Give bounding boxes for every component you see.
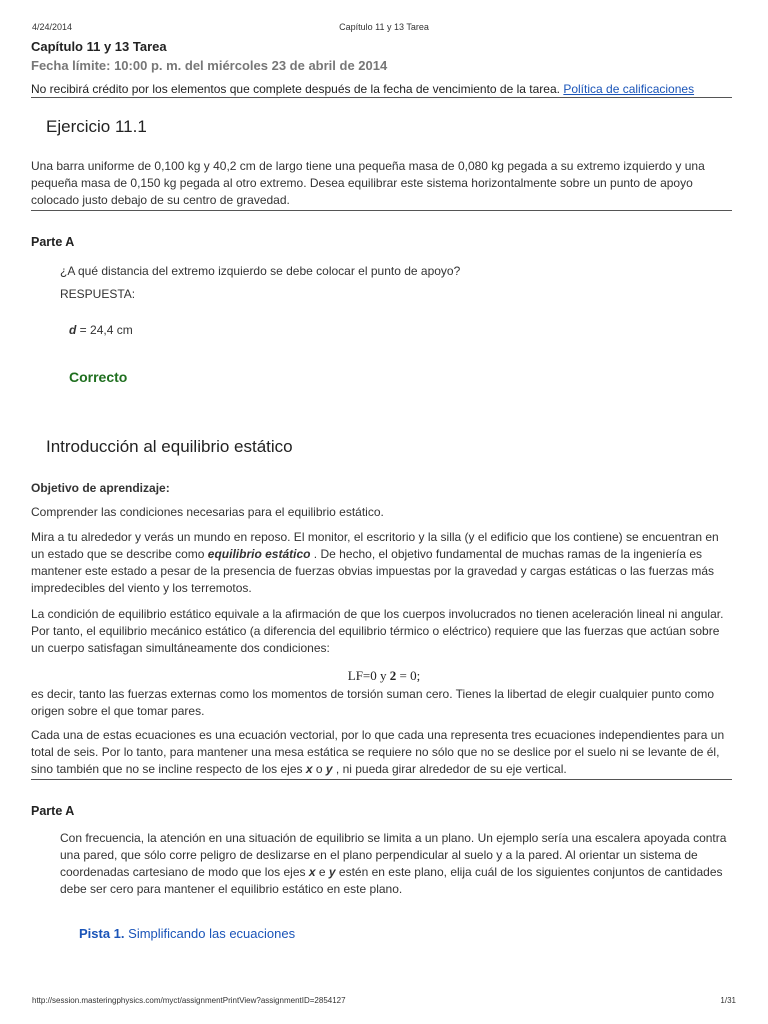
exercise-part-a-label: Parte A (31, 235, 75, 249)
notice-text: No recibirá crédito por los elementos que complete después de la fecha de vencimiento de la tarea. (31, 82, 560, 96)
exercise-heading: Ejercicio 11.1 (46, 117, 147, 136)
print-url: http://session.masteringphysics.com/myct/assignmentPrintView?assignmentID=2854127 (32, 996, 346, 1005)
hint-title[interactable]: Simplificando las ecuaciones (128, 926, 296, 941)
correct-status: Correcto (69, 369, 128, 385)
formula-torque-symbol: 2 (389, 668, 397, 683)
answer-value (69, 322, 133, 339)
part-text-end: estén en este plano, elija cuál de los siguientes conjuntos de cantidades debe ser cero para mantener el equilibrio estático en este plano. (60, 865, 723, 896)
hint-label: Pista 1. (79, 926, 125, 941)
intro-paragraph-3: es decir, tanto las fuerzas externas como los momentos de torsión suman cero. Tienes la libertad de elegir cualquier punto como origen sobre el que tomar pares. (31, 687, 715, 718)
grading-policy-link[interactable]: Política de calificaciones (563, 82, 695, 96)
assignment-title: Capítulo 11 y 13 Tarea (31, 39, 167, 54)
intro-paragraph-4 (31, 727, 732, 780)
axis-x-2: x (308, 865, 316, 879)
page-number: 1/31 (720, 996, 736, 1005)
print-header (32, 22, 736, 34)
objective-label: Objetivo de aprendizaje: (31, 481, 170, 495)
late-credit-notice (31, 82, 732, 98)
hint-1[interactable] (79, 926, 295, 941)
axis-y: y (325, 762, 333, 776)
part-text-mid: e (315, 865, 329, 879)
answer-label: RESPUESTA: (60, 287, 136, 301)
intro-part-a-label: Parte A (31, 804, 75, 818)
intro-part-a-text (60, 830, 732, 898)
part-text-start: Con frecuencia, la atención en una situación de equilibrio se limita a un plano. Un ejemplo sería una escalera apoyada contra una pared, que sólo corre peligro de deslizarse en el plano perpendicular al suelo y a la pared. Al orientar un sistema de coordenadas cartesiano de modo que los ejes (60, 831, 727, 879)
exercise-problem: Una barra uniforme de 0,100 kg y 40,2 cm de largo tiene una pequeña masa de 0,080 kg pegada a su extremo izquierdo y una pequeña masa de 0,150 kg pegada al otro extremo. Desea equilibrar este sistema horizontalmente sobre un punto de apoyo colocado justo debajo de su centro de gravedad. (31, 158, 732, 211)
formula-conjunction: y (376, 668, 390, 683)
axis-y-2: y (328, 865, 336, 879)
print-title: Capítulo 11 y 13 Tarea (339, 22, 429, 32)
formula-torque: = 0; (396, 668, 421, 683)
intro-paragraph-2: La condición de equilibrio estático equivale a la afirmación de que los cuerpos involucrados no tienen aceleración lineal ni angular. Por tanto, el equilibrio mecánico estático (a diferencia del equilibrio térmico o eléctrico) requiere que las fuerzas que actúan sobre un cuerpo satisfagan simultáneamente dos condiciones: (31, 607, 724, 655)
p1-text-end: . De hecho, el objetivo fundamental de muchas ramas de la ingeniería es mantener este estado a pesar de la presencia de fuerzas obvias impuestas por la gravedad y cargas estáticas o las fuerzas más impredecibles del viento y los terremotos. (31, 547, 715, 595)
p4-text-end: , ni pueda girar alrededor de su eje vertical. (332, 762, 567, 776)
p1-text-start: Mira a tu alrededor y verás un mundo en reposo. El monitor, el escritorio y la silla (y el edificio que los contiene) se encuentran en un estado que se describe como (31, 530, 719, 561)
p4-text-start: Cada una de estas ecuaciones es una ecuación vectorial, por lo que cada una representa tres ecuaciones independientes para un total de seis. Por lo tanto, para mantener una mesa estática se requiere no sólo que no se deslice por el suelo ni se levante de él, sino también que no se incline respecto de los ejes (31, 728, 725, 776)
static-equilibrium-term: equilibrio estático (207, 547, 311, 561)
print-date: 4/24/2014 (32, 22, 73, 32)
answer-number: = 24,4 cm (76, 323, 133, 337)
formula-forces: LF=0 (347, 668, 377, 683)
objective-text: Comprender las condiciones necesarias para el equilibrio estático. (31, 505, 384, 519)
assignment-deadline: Fecha límite: 10:00 p. m. del miércoles 23 de abril de 2014 (31, 58, 388, 73)
intro-heading: Introducción al equilibrio estático (46, 437, 293, 456)
answer-variable: d (69, 323, 77, 337)
exercise-question: ¿A qué distancia del extremo izquierdo se debe colocar el punto de apoyo? (60, 264, 461, 278)
print-footer (32, 996, 736, 1008)
intro-paragraph-1 (31, 529, 732, 597)
equilibrium-formula (0, 668, 768, 684)
p4-text-mid: o (312, 762, 326, 776)
axis-x: x (305, 762, 313, 776)
